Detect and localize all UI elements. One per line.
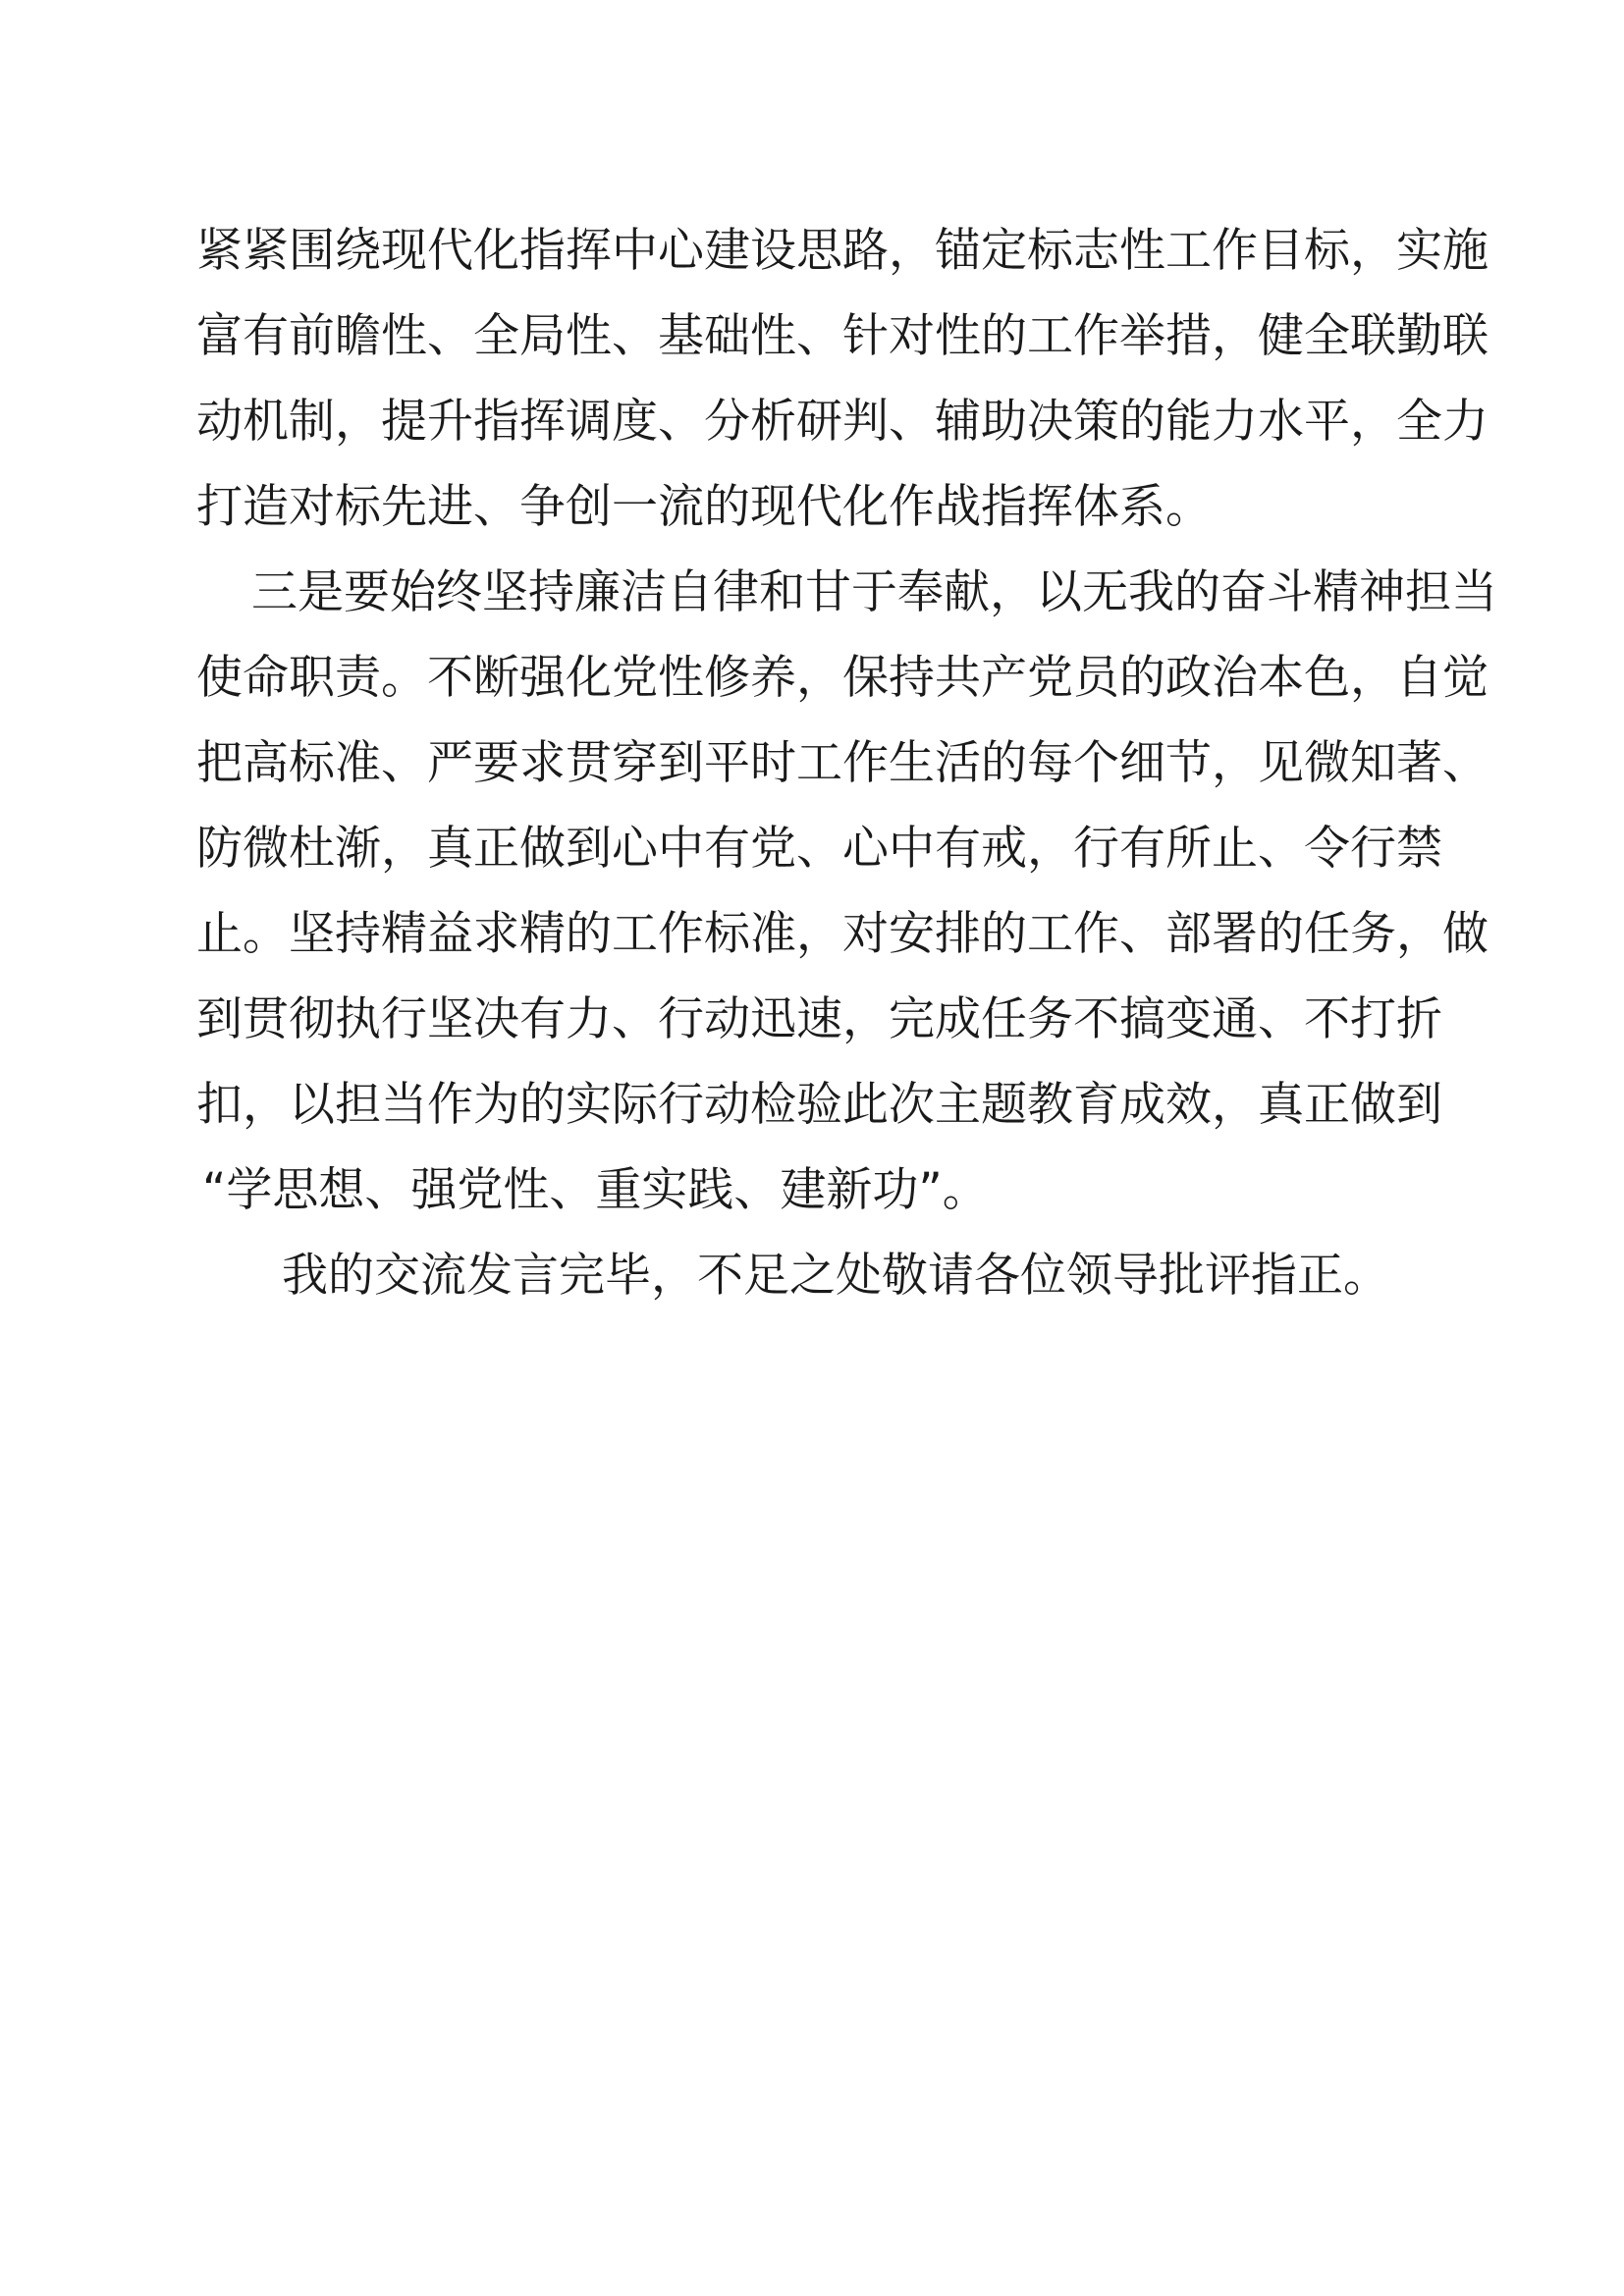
paragraph-line: 打造对标先进、争创一流的现代化作战指挥体系。 (196, 480, 1212, 534)
paragraph-line: 紧紧围绕现代化指挥中心建设思路，锚定标志性工作目标，实施 (196, 224, 1489, 278)
paragraph-line: 三是要始终坚持廉洁自律和甘于奉献，以无我的奋斗精神担当 (251, 565, 1497, 619)
paragraph-line: 富有前瞻性、全局性、基础性、针对性的工作举措，健全联勤联 (196, 309, 1489, 363)
paragraph-line: 我的交流发言完毕，不足之处敬请各位领导批评指正。 (282, 1249, 1389, 1303)
paragraph-line: 防微杜渐，真正做到心中有党、心中有戒，行有所止、令行禁 (196, 822, 1442, 876)
paragraph-line: 扣，以担当作为的实际行动检验此次主题教育成效，真正做到 (196, 1078, 1442, 1132)
paragraph-line: 使命职责。不断强化党性修养，保持共产党员的政治本色，自觉 (196, 651, 1489, 705)
paragraph-line: 动机制，提升指挥调度、分析研判、辅助决策的能力水平，全力 (196, 395, 1489, 449)
paragraph-line: 止。坚持精益求精的工作标准，对安排的工作、部署的任务，做 (196, 907, 1489, 961)
paragraph-line: “学思想、强党性、重实践、建新功”。 (202, 1163, 989, 1217)
paragraph-line: 到贯彻执行坚决有力、行动迅速，完成任务不搞变通、不打折 (196, 992, 1442, 1046)
paragraph-line: 把高标准、严要求贯穿到平时工作生活的每个细节，见微知著、 (196, 736, 1489, 790)
